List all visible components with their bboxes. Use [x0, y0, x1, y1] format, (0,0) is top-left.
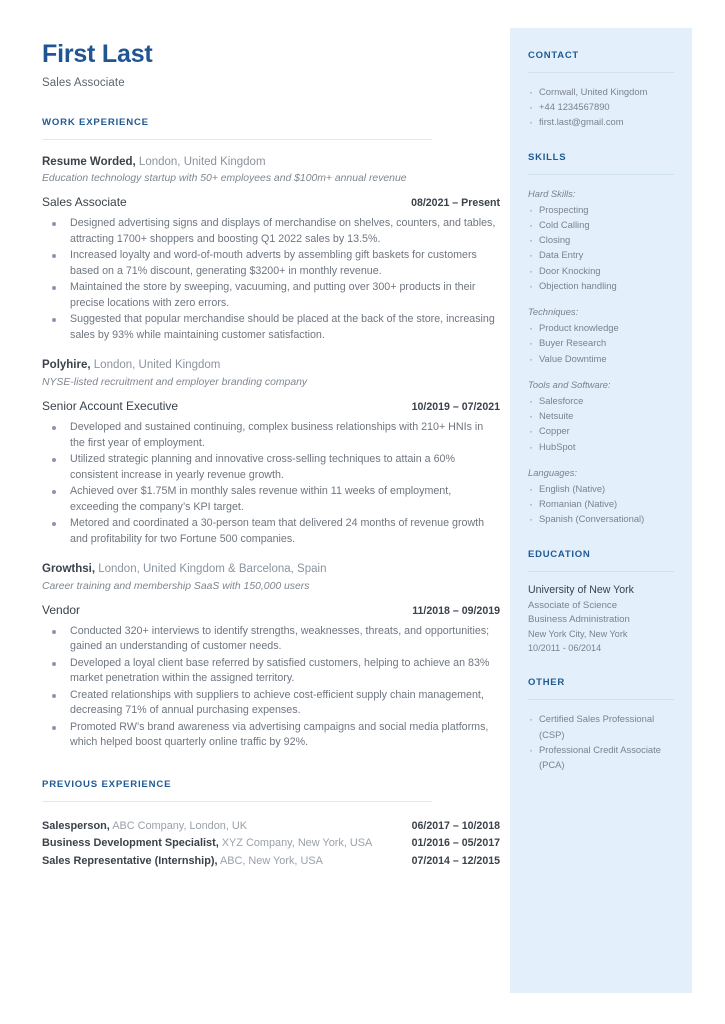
job-company	[42, 155, 510, 171]
contact-list	[528, 84, 674, 130]
job-bullet-list	[42, 216, 510, 343]
skill-item: · Value Downtime	[528, 351, 674, 366]
skills-group-label: Languages:	[528, 466, 578, 478]
contact-item-email[interactable]: · first.last@gmail.com	[528, 114, 674, 129]
previous-experience-role: Business Development Specialist,	[42, 837, 219, 850]
section-heading-work-experience: WORK EXPERIENCE	[42, 116, 149, 128]
skill-item: · Door Knocking	[528, 263, 674, 278]
job-bullet: Maintained the store by sweeping, vacuuming, and putting over 300+ products in their precise locations with zero errors.	[42, 280, 500, 311]
skills-group-languages	[528, 465, 674, 527]
sidebar-divider	[528, 699, 674, 700]
skills-group-hard-skills	[528, 186, 674, 293]
skill-item: · Romanian (Native)	[528, 496, 674, 511]
job-bullet: Increased loyalty and word-of-mouth adverts by assembling gift baskets for customers based on a 71% discount, generating $3200+ in monthly revenue.	[42, 248, 500, 279]
education-dates: 10/2011 - 06/2014	[528, 642, 602, 653]
job-bullet: Metored and coordinated a 30-person team that delivered 24 months of revenue growth and profitability for two Fortune 500 companies.	[42, 516, 500, 547]
skill-item: · Salesforce	[528, 393, 674, 408]
skill-item: · HubSpot	[528, 439, 674, 454]
skill-item: · English (Native)	[528, 481, 674, 496]
job-bullet: Promoted RW’s brand awareness via advertising campaigns and social media platforms, which helped boost quarterly online traffic by 92%.	[42, 720, 500, 751]
job-company-name: Polyhire,	[42, 359, 91, 372]
job-title: Vendor	[42, 602, 81, 617]
sidebar-divider	[528, 174, 674, 175]
skill-item: · Data Entry	[528, 247, 674, 262]
skill-item: · Product knowledge	[528, 320, 674, 335]
other-item: · Certified Sales Professional (CSP)	[528, 711, 674, 741]
previous-experience-dates: 06/2017 – 10/2018	[411, 819, 500, 832]
job-company-location: London, United Kingdom & Barcelona, Spain	[95, 563, 327, 576]
job-company-location: London, United Kingdom	[90, 359, 221, 372]
sidebar-heading-other: OTHER	[528, 677, 565, 689]
skills-list	[528, 393, 674, 454]
education-degree: Associate of Science	[528, 599, 618, 611]
section-divider	[42, 801, 432, 802]
previous-experience-title	[42, 853, 323, 871]
job-entry	[42, 562, 510, 751]
job-title-row	[42, 603, 500, 617]
previous-experience-list	[42, 818, 510, 871]
skill-item: · Closing	[528, 232, 674, 247]
sidebar-heading-skills: SKILLS	[528, 151, 567, 163]
skill-item: · Cold Calling	[528, 217, 674, 232]
previous-experience-title	[42, 835, 372, 853]
page-title: First Last	[42, 40, 153, 68]
job-bullet: Created relationships with suppliers to achieve cost-efficient supply chain management, decreasing 71% of annual purchasing expenses.	[42, 688, 500, 719]
job-entry	[42, 358, 510, 547]
previous-experience-title	[42, 818, 247, 836]
section-heading-previous-experience: PREVIOUS EXPERIENCE	[42, 778, 172, 790]
previous-experience-dates: 07/2014 – 12/2015	[411, 855, 500, 868]
job-company-description: NYSE-listed recruitment and employer branding company	[42, 376, 308, 388]
job-bullet: Utilized strategic planning and innovative cross-selling techniques to attain a 60% consistent increase in yearly revenue growth.	[42, 452, 500, 483]
previous-experience-role: Sales Representative (Internship),	[42, 855, 218, 868]
skills-group-label: Hard Skills:	[528, 187, 576, 199]
job-dates: 11/2018 – 09/2019	[412, 604, 500, 617]
section-divider	[42, 139, 432, 140]
skill-item: · Prospecting	[528, 202, 674, 217]
previous-experience-row	[42, 835, 500, 853]
job-title-row	[42, 195, 500, 209]
skills-group-techniques	[528, 304, 674, 366]
skill-item: · Netsuite	[528, 408, 674, 423]
job-dates: 10/2019 – 07/2021	[411, 401, 500, 413]
other-list	[528, 711, 674, 772]
job-bullet: Achieved over $1.75M in monthly sales revenue within 11 weeks of employment, exceeding the company’s KPI target.	[42, 484, 500, 515]
previous-experience-detail: ABC, New York, USA	[217, 855, 323, 868]
job-bullet: Designed advertising signs and displays of merchandise on shelves, counters, and tables, attracting 1700+ shoppers and boosting Q1 2022 sales by 13.5%.	[42, 216, 500, 247]
skill-item: · Copper	[528, 423, 674, 438]
job-bullet: Conducted 320+ interviews to identify strengths, weaknesses, threats, and opportunities; gained an understanding of customer needs.	[42, 624, 500, 655]
previous-experience-dates: 01/2016 – 05/2017	[411, 837, 500, 850]
contact-item-location: · Cornwall, United Kingdom	[528, 84, 674, 99]
job-company-description: Career training and membership SaaS with 150,000 users	[42, 580, 310, 592]
education-field: Business Administration	[528, 614, 630, 626]
education-entry	[528, 583, 674, 656]
skills-group-label: Techniques:	[528, 306, 579, 318]
previous-experience-row	[42, 818, 500, 836]
job-dates: 08/2021 – Present	[411, 197, 500, 210]
job-company-description: Education technology startup with 50+ employees and $100m+ annual revenue	[42, 173, 407, 185]
skills-group-label: Tools and Software:	[528, 378, 611, 390]
contact-item-phone: · +44 1234567890	[528, 99, 674, 114]
education-school: University of New York	[528, 583, 634, 596]
job-bullet-list	[42, 624, 510, 751]
education-location: New York City, New York	[528, 628, 628, 639]
previous-experience-role: Salesperson,	[42, 819, 110, 832]
sidebar-divider	[528, 72, 674, 73]
skills-list	[528, 320, 674, 366]
job-entry	[42, 155, 510, 344]
job-company-location: London, United Kingdom	[135, 155, 266, 168]
skills-list	[528, 202, 674, 293]
job-company-name: Resume Worded,	[42, 155, 136, 168]
job-company	[42, 358, 510, 374]
sidebar	[510, 28, 692, 993]
previous-experience-detail: ABC Company, London, UK	[109, 819, 248, 832]
sidebar-heading-contact: CONTACT	[528, 50, 579, 61]
job-title: Senior Account Executive	[42, 399, 179, 413]
job-title-row	[42, 399, 500, 413]
job-bullet: Developed and sustained continuing, complex business relationships with 210+ HNIs in the first year of employment.	[42, 420, 500, 451]
header-role: Sales Associate	[42, 76, 125, 89]
job-company-name: Growthsi,	[42, 563, 96, 576]
job-company	[42, 562, 510, 578]
sidebar-divider	[528, 571, 674, 572]
skill-item: · Spanish (Conversational)	[528, 511, 674, 526]
previous-experience-detail: XYZ Company, New York, USA	[218, 837, 373, 850]
job-bullet-list	[42, 420, 510, 547]
skill-item: · Objection handling	[528, 278, 674, 293]
job-bullet: Developed a loyal client base referred by satisfied customers, helping to achieve an 83% market penetration within the assigned territory.	[42, 656, 500, 687]
skill-item: · Buyer Research	[528, 335, 674, 350]
previous-experience-row	[42, 853, 500, 871]
sidebar-heading-education: EDUCATION	[528, 548, 591, 560]
skills-group-tools-and-software	[528, 377, 674, 454]
job-title: Sales Associate	[42, 195, 127, 210]
job-bullet: Suggested that popular merchandise should be placed at the back of the store, increasing sales by 93% while maintaining customer satisfaction.	[42, 312, 500, 343]
other-item: · Professional Credit Associate (PCA)	[528, 742, 674, 772]
skills-list	[528, 481, 674, 527]
